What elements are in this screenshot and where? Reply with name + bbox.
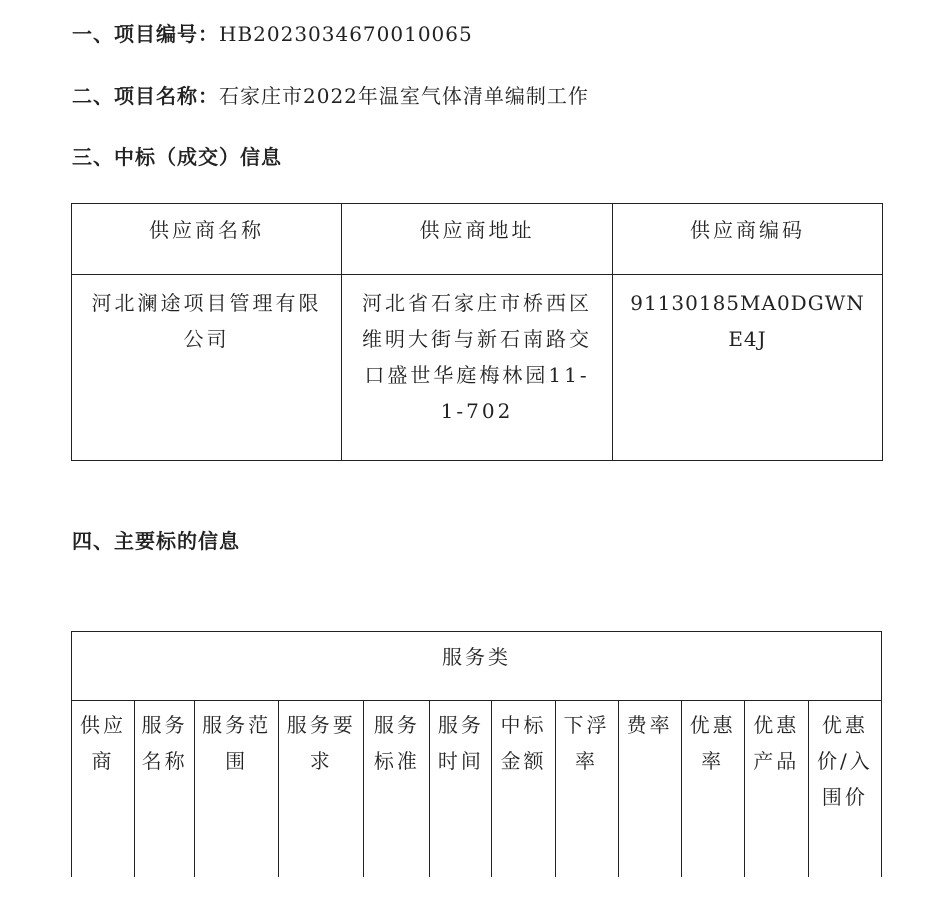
service-group-label: 服务类	[72, 632, 882, 701]
project-number-value: HB2023034670010065	[219, 22, 473, 46]
supplier-table-header-row	[72, 204, 883, 275]
supplier-code-header: 供应商编码	[613, 204, 883, 275]
col-discount-rate: 下浮率	[555, 701, 618, 878]
service-columns-row	[72, 701, 882, 878]
col-preferential-rate: 优惠率	[681, 701, 744, 878]
project-number	[72, 20, 473, 48]
service-group-row	[72, 632, 882, 701]
col-service-requirement: 服务要求	[279, 701, 364, 878]
col-preferential-price: 优惠价/入围价	[808, 701, 881, 878]
supplier-address-header: 供应商地址	[342, 204, 613, 275]
project-name-value: 石家庄市2022年温室气体清单编制工作	[219, 84, 589, 108]
project-name	[72, 82, 589, 110]
col-fee-rate: 费率	[618, 701, 681, 878]
col-service-standard: 服务标准	[364, 701, 430, 878]
table-row	[72, 275, 883, 461]
service-table	[71, 631, 882, 877]
col-preferential-product: 优惠产品	[744, 701, 808, 878]
supplier-table	[71, 203, 883, 461]
supplier-name-cell: 河北澜途项目管理有限公司	[72, 275, 342, 461]
supplier-code-cell: 91130185MA0DGWNE4J	[613, 275, 883, 461]
col-service-time: 服务时间	[430, 701, 492, 878]
project-name-label: 二、项目名称：	[72, 84, 219, 108]
col-service-scope: 服务范围	[195, 701, 279, 878]
supplier-address-cell: 河北省石家庄市桥西区维明大街与新石南路交口盛世华庭梅林园11-1-702	[342, 275, 613, 461]
main-subject-heading: 四、主要标的信息	[72, 529, 240, 553]
col-supplier: 供应商	[72, 701, 135, 878]
col-award-amount: 中标金额	[492, 701, 555, 878]
award-info-heading: 三、中标（成交）信息	[72, 145, 282, 169]
col-service-name: 服务名称	[135, 701, 195, 878]
project-number-label: 一、项目编号：	[72, 22, 219, 46]
supplier-name-header: 供应商名称	[72, 204, 342, 275]
